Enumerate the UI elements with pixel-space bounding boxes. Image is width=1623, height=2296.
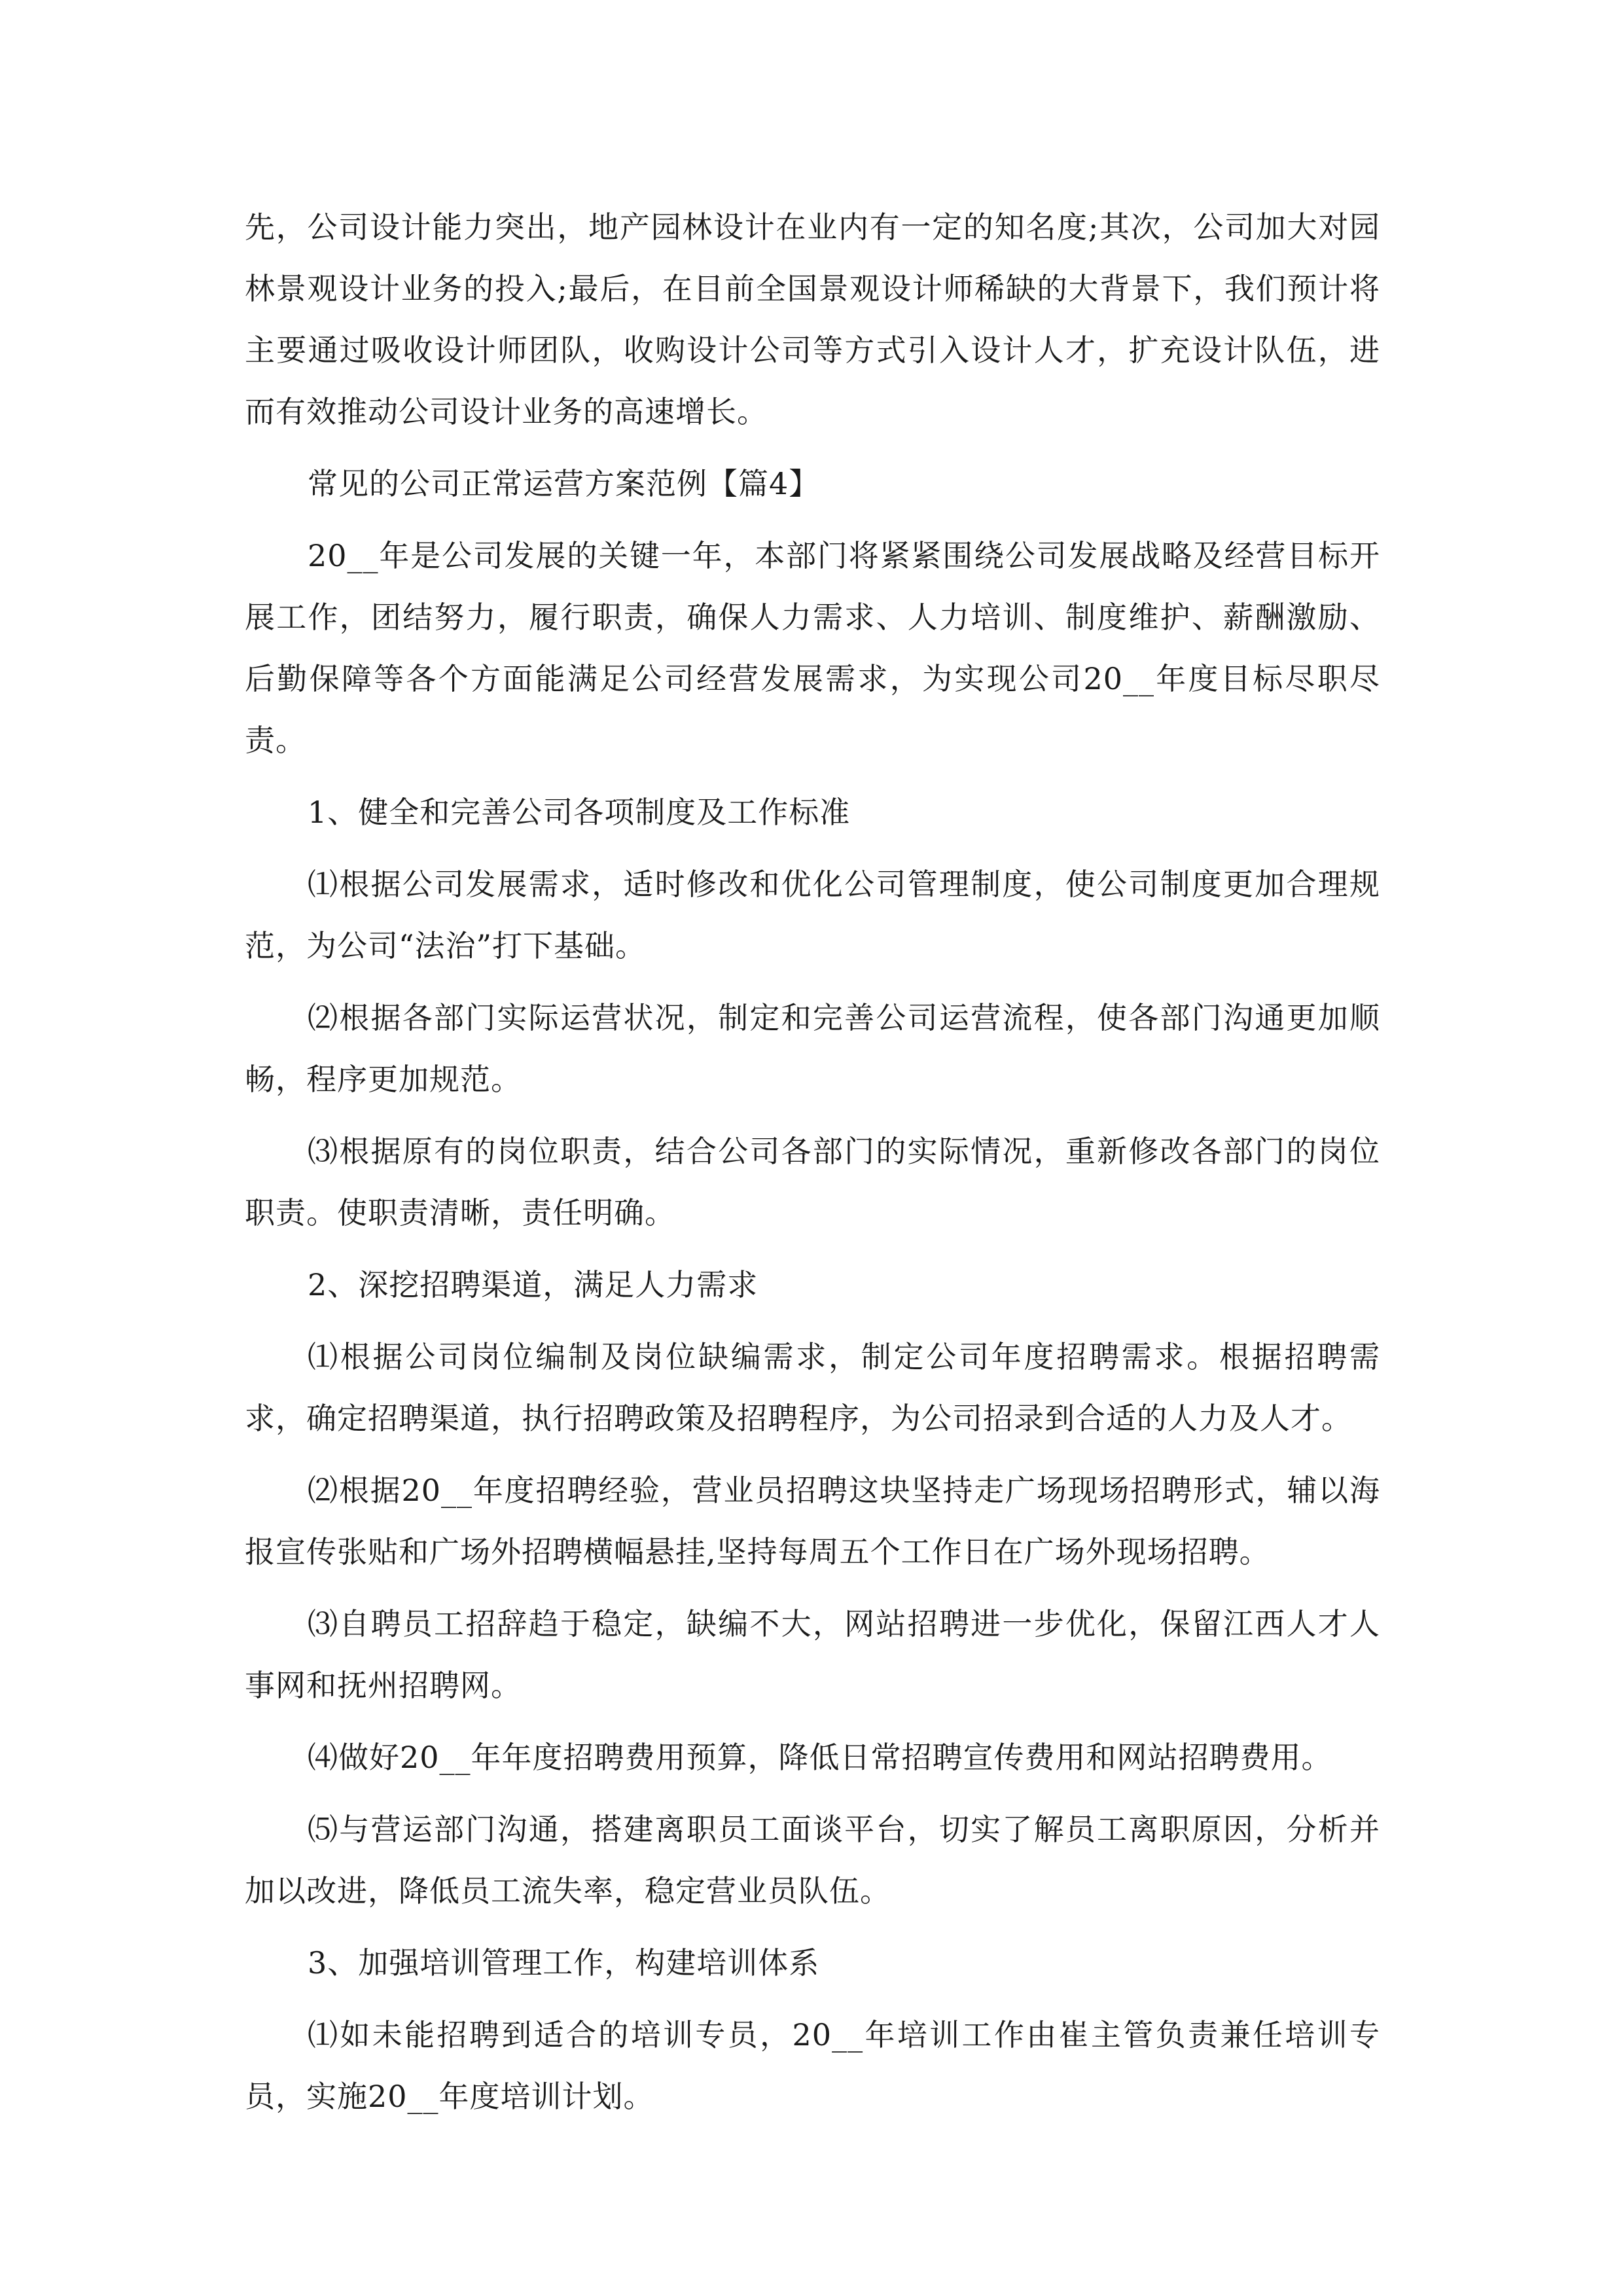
subheading-2: 2、深挖招聘渠道，满足人力需求 (308, 1267, 758, 1302)
list-item: ⑴根据公司发展需求，适时修改和优化公司管理制度，使公司制度更加合理规范，为公司“法治”打下基础。 (245, 867, 1380, 963)
list-item: ⑵根据20__年度招聘经验，营业员招聘这块坚持走广场现场招聘形式，辅以海报宣传张贴和广场外招聘横幅悬挂,坚持每周五个工作日在广场外现场招聘。 (245, 1473, 1380, 1570)
list-item: ⑸与营运部门沟通，搭建离职员工面谈平台，切实了解员工离职原因，分析并加以改进，降低员工流失率，稳定营业员队伍。 (245, 1812, 1380, 1909)
paragraph-continued: 先，公司设计能力突出，地产园林设计在业内有一定的知名度;其次，公司加大对园林景观设计业务的投入;最后，在目前全国景观设计师稀缺的大背景下，我们预计将主要通过吸收设计师团队，收购设计公司等方式引入设计人才，扩充设计队伍，进而有效推动公司设计业务的高速增长。 (245, 209, 1380, 429)
list-item: ⑶自聘员工招辞趋于稳定，缺编不大，网站招聘进一步优化，保留江西人才人事网和抚州招聘网。 (245, 1606, 1380, 1703)
section-heading-part-4: 常见的公司正常运营方案范例【篇4】 (308, 466, 820, 501)
list-item: ⑷做好20__年年度招聘费用预算，降低日常招聘宣传费用和网站招聘费用。 (308, 1740, 1332, 1775)
list-item: ⑴根据公司岗位编制及岗位缺编需求，制定公司年度招聘需求。根据招聘需求，确定招聘渠道，执行招聘政策及招聘程序，为公司招录到合适的人力及人才。 (245, 1339, 1380, 1436)
list-item: ⑵根据各部门实际运营状况，制定和完善公司运营流程，使各部门沟通更加顺畅，程序更加规范。 (245, 1000, 1380, 1097)
list-item: ⑴如未能招聘到适合的培训专员，20__年培训工作由崔主管负责兼任培训专员，实施20__年度培训计划。 (245, 2017, 1380, 2114)
document-body (245, 196, 1380, 2138)
subheading-1: 1、健全和完善公司各项制度及工作标准 (308, 795, 851, 830)
list-item: ⑶根据原有的岗位职责，结合公司各部门的实际情况，重新修改各部门的岗位职责。使职责清晰，责任明确。 (245, 1134, 1380, 1230)
paragraph-intro: 20__年是公司发展的关键一年，本部门将紧紧围绕公司发展战略及经营目标开展工作，团结努力，履行职责，确保人力需求、人力培训、制度维护、薪酬激励、后勤保障等各个方面能满足公司经营发展需求，为实现公司20__年度目标尽职尽责。 (245, 538, 1380, 758)
subheading-3: 3、加强培训管理工作，构建培训体系 (308, 1945, 820, 1981)
